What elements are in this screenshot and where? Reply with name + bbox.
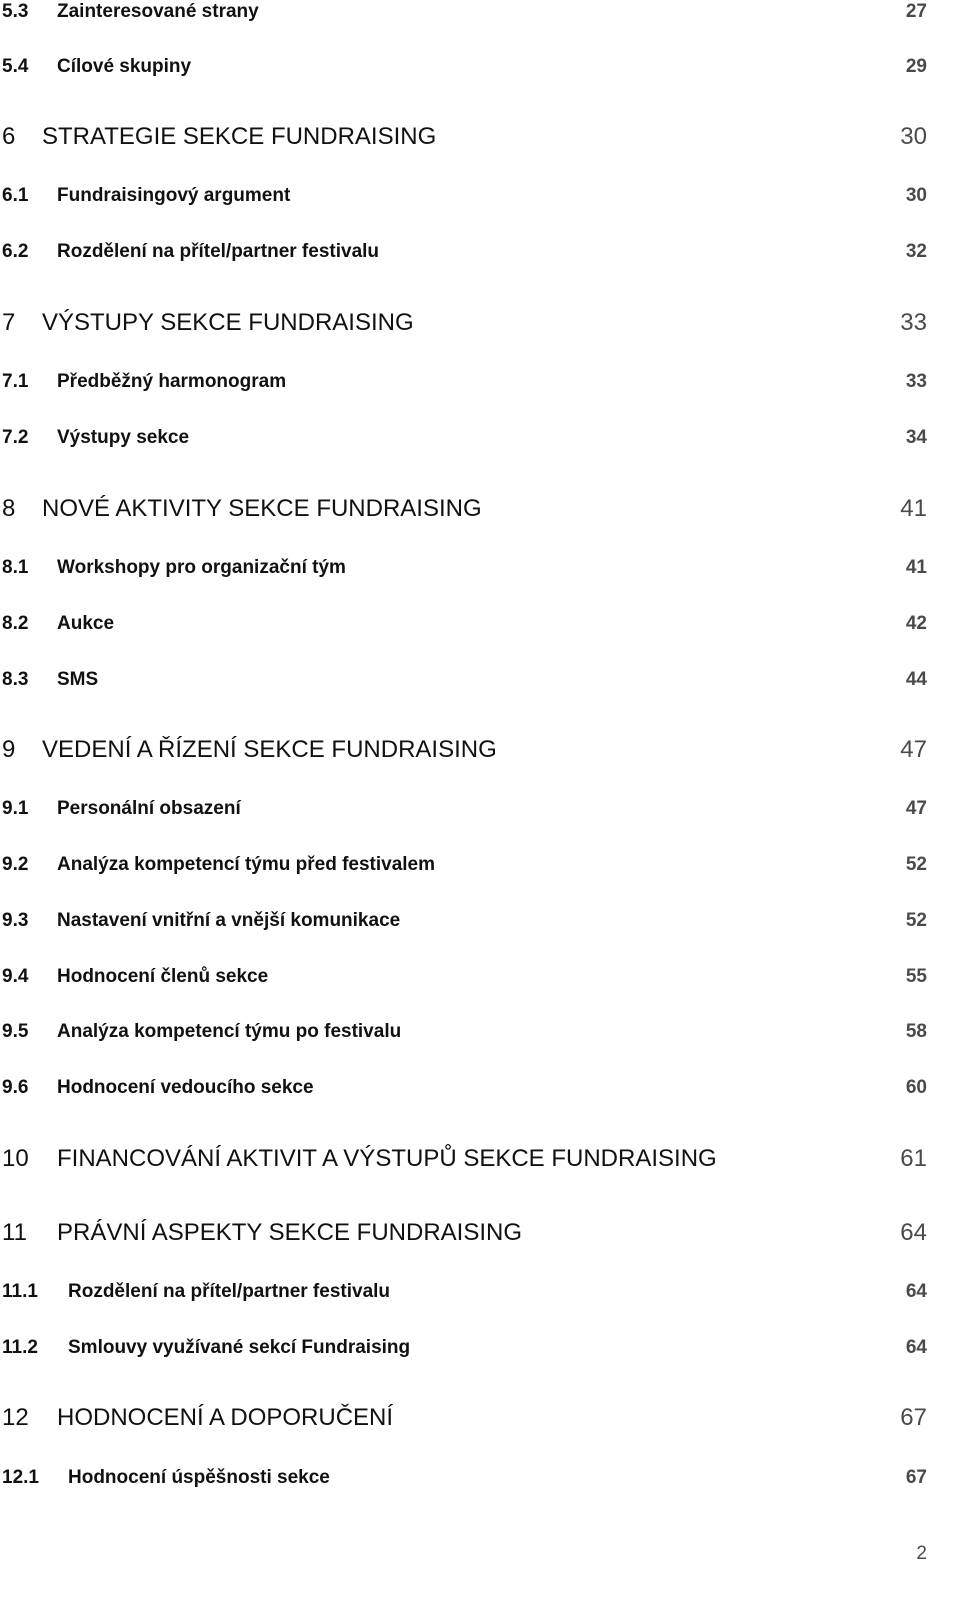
toc-entry-number: 10 bbox=[2, 1145, 29, 1172]
toc-entry-number: 5.4 bbox=[2, 56, 29, 77]
toc-section-entry[interactable] bbox=[0, 850, 960, 880]
toc-entry-number: 8.2 bbox=[2, 613, 29, 634]
toc-section-entry[interactable] bbox=[0, 665, 960, 695]
toc-entry-number: 12.1 bbox=[2, 1467, 39, 1488]
toc-chapter-entry[interactable] bbox=[0, 1144, 960, 1174]
toc-entry-number: 6.1 bbox=[2, 185, 29, 206]
toc-entry-title: NOVÉ AKTIVITY SEKCE FUNDRAISING bbox=[42, 495, 482, 522]
toc-section-entry[interactable] bbox=[0, 181, 960, 211]
toc-entry-page: 64 bbox=[905, 1337, 927, 1358]
toc-entry-page: 55 bbox=[905, 966, 927, 987]
toc-entry-page: 30 bbox=[900, 123, 927, 150]
toc-entry-page: 52 bbox=[905, 910, 927, 931]
toc-section-entry[interactable] bbox=[0, 423, 960, 453]
toc-entry-number: 6.2 bbox=[2, 241, 29, 262]
toc-entry-number: 9.5 bbox=[2, 1021, 29, 1042]
toc-entry-title: HODNOCENÍ A DOPORUČENÍ bbox=[57, 1404, 394, 1431]
toc-entry-title: Rozdělení na přítel/partner festivalu bbox=[57, 241, 380, 262]
toc-section-entry[interactable] bbox=[0, 1017, 960, 1047]
toc-section-entry[interactable] bbox=[0, 609, 960, 639]
toc-entry-page: 64 bbox=[900, 1219, 927, 1246]
toc-entry-title: Analýza kompetencí týmu po festivalu bbox=[57, 1021, 402, 1042]
toc-entry-title: Smlouvy využívané sekcí Fundraising bbox=[68, 1337, 411, 1358]
toc-entry-page: 41 bbox=[900, 495, 927, 522]
toc-chapter-entry[interactable] bbox=[0, 122, 960, 152]
toc-entry-page: 67 bbox=[900, 1404, 927, 1431]
toc-entry-number: 11.2 bbox=[2, 1337, 38, 1358]
toc-entry-number: 12 bbox=[2, 1404, 29, 1431]
toc-entry-page: 33 bbox=[900, 309, 927, 336]
toc-entry-title: Fundraisingový argument bbox=[57, 185, 291, 206]
toc-entry-number: 5.3 bbox=[2, 1, 29, 22]
toc-entry-page: 34 bbox=[905, 427, 927, 448]
toc-entry-page: 47 bbox=[905, 798, 927, 819]
toc-section-entry[interactable] bbox=[0, 794, 960, 824]
toc-section-entry[interactable] bbox=[0, 1463, 960, 1493]
toc-section-entry[interactable] bbox=[0, 1277, 960, 1307]
toc-entry-number: 6 bbox=[2, 123, 16, 150]
toc-entry-title: STRATEGIE SEKCE FUNDRAISING bbox=[42, 123, 437, 150]
toc-entry-page: 42 bbox=[905, 613, 927, 634]
toc-entry-title: Výstupy sekce bbox=[57, 427, 190, 448]
toc-entry-page: 32 bbox=[905, 241, 927, 262]
toc-entry-title: Hodnocení vedoucího sekce bbox=[57, 1077, 314, 1098]
toc-entry-title: Cílové skupiny bbox=[57, 56, 192, 77]
toc-entry-number: 11 bbox=[2, 1219, 27, 1246]
toc-entry-number: 9 bbox=[2, 736, 16, 763]
toc-entry-title: Aukce bbox=[57, 613, 115, 634]
toc-entry-title: Workshopy pro organizační tým bbox=[57, 557, 346, 578]
toc-entry-page: 47 bbox=[900, 736, 927, 763]
toc-entry-page: 67 bbox=[905, 1467, 927, 1488]
toc-entry-page: 29 bbox=[905, 56, 927, 77]
toc-entry-title: Analýza kompetencí týmu před festivalem bbox=[57, 854, 436, 875]
toc-section-entry[interactable] bbox=[0, 1073, 960, 1103]
toc-entry-page: 60 bbox=[905, 1077, 927, 1098]
toc-entry-title: VEDENÍ A ŘÍZENÍ SEKCE FUNDRAISING bbox=[42, 736, 497, 763]
toc-entry-title: Zainteresované strany bbox=[57, 1, 259, 22]
toc-entry-title: Nastavení vnitřní a vnější komunikace bbox=[57, 910, 401, 931]
toc-entry-number: 9.4 bbox=[2, 966, 29, 987]
toc-entry-number: 9.6 bbox=[2, 1077, 29, 1098]
toc-entry-title: Rozdělení na přítel/partner festivalu bbox=[68, 1281, 391, 1302]
toc-entry-title: Hodnocení úspěšnosti sekce bbox=[68, 1467, 330, 1488]
toc-chapter-entry[interactable] bbox=[0, 735, 960, 765]
toc-entry-page: 61 bbox=[900, 1145, 927, 1172]
toc-entry-page: 27 bbox=[905, 1, 927, 22]
toc-entry-page: 44 bbox=[905, 669, 927, 690]
toc-entry-page: 64 bbox=[905, 1281, 927, 1302]
toc-entry-title: VÝSTUPY SEKCE FUNDRAISING bbox=[42, 309, 414, 336]
toc-chapter-entry[interactable] bbox=[0, 494, 960, 524]
toc-entry-number: 11.1 bbox=[2, 1281, 38, 1302]
toc-entry-page: 30 bbox=[905, 185, 927, 206]
toc-entry-page: 33 bbox=[905, 371, 927, 392]
toc-entry-number: 7 bbox=[2, 309, 16, 336]
toc-entry-title: Personální obsazení bbox=[57, 798, 241, 819]
toc-section-entry[interactable] bbox=[0, 553, 960, 583]
toc-entry-title: PRÁVNÍ ASPEKTY SEKCE FUNDRAISING bbox=[57, 1219, 523, 1246]
toc-entry-title: Hodnocení členů sekce bbox=[57, 966, 269, 987]
toc-entry-page: 58 bbox=[905, 1021, 927, 1042]
toc-chapter-entry[interactable] bbox=[0, 1218, 960, 1248]
toc-section-entry[interactable] bbox=[0, 906, 960, 936]
page-number: 2 bbox=[916, 1543, 927, 1564]
toc-entry-number: 9.1 bbox=[2, 798, 29, 819]
toc-entry-number: 9.2 bbox=[2, 854, 29, 875]
toc-entry-title: FINANCOVÁNÍ AKTIVIT A VÝSTUPŮ SEKCE FUNDRAISING bbox=[57, 1145, 717, 1172]
toc-entry-title: Předběžný harmonogram bbox=[57, 371, 287, 392]
toc-entry-page: 52 bbox=[905, 854, 927, 875]
toc-entry-number: 9.3 bbox=[2, 910, 29, 931]
toc-entry-number: 8.3 bbox=[2, 669, 29, 690]
toc-entry-number: 8 bbox=[2, 495, 16, 522]
toc-entry-number: 8.1 bbox=[2, 557, 29, 578]
toc-section-entry[interactable] bbox=[0, 962, 960, 992]
toc-entry-number: 7.2 bbox=[2, 427, 29, 448]
toc-entry-number: 7.1 bbox=[2, 371, 29, 392]
toc-section-entry[interactable] bbox=[0, 367, 960, 397]
toc-section-entry[interactable] bbox=[0, 52, 960, 82]
toc-entry-page: 41 bbox=[905, 557, 927, 578]
toc-section-entry[interactable] bbox=[0, 0, 960, 27]
toc-chapter-entry[interactable] bbox=[0, 308, 960, 338]
toc-entry-title: SMS bbox=[57, 669, 99, 690]
toc-chapter-entry[interactable] bbox=[0, 1403, 960, 1433]
toc-section-entry[interactable] bbox=[0, 237, 960, 267]
toc-section-entry[interactable] bbox=[0, 1333, 960, 1363]
